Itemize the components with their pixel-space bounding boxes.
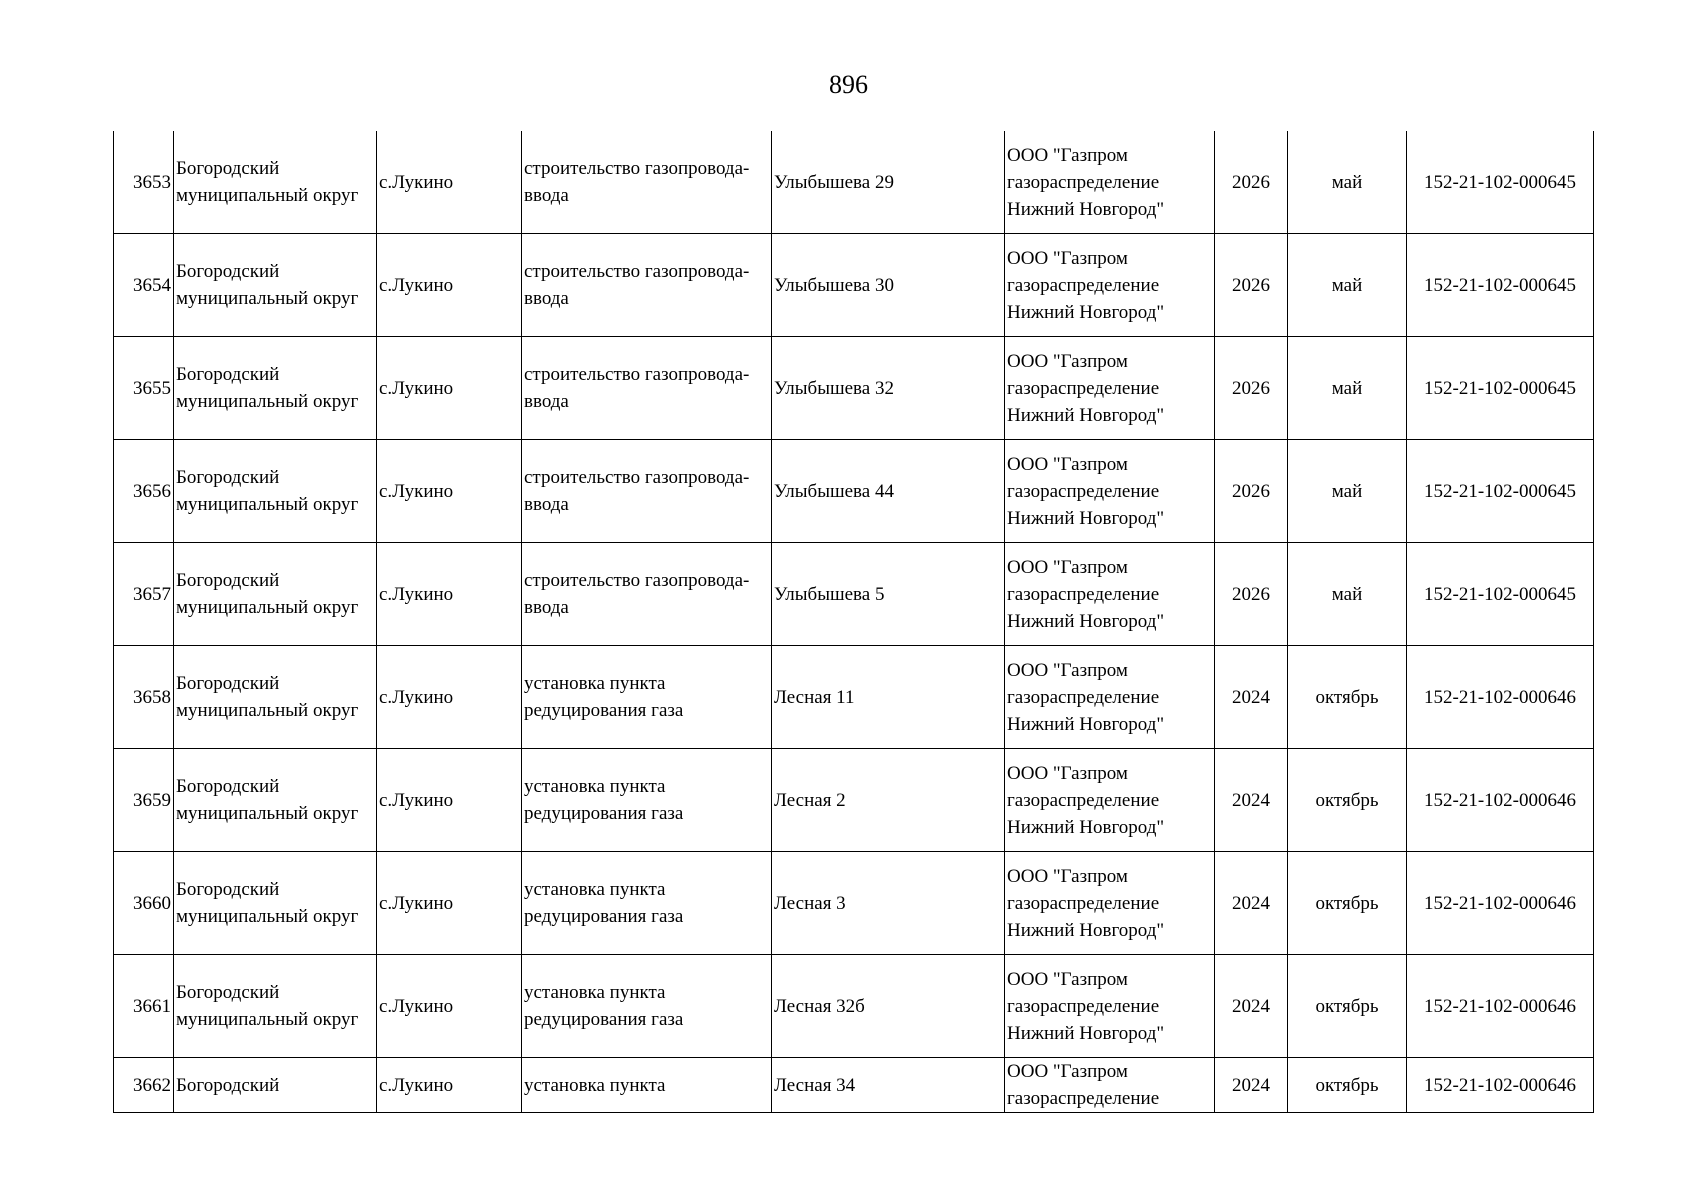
- code-cell: 152-21-102-000645: [1407, 337, 1594, 440]
- page-number: 896: [829, 70, 868, 99]
- code-cell: 152-21-102-000646: [1407, 646, 1594, 749]
- row-number: 3662: [114, 1058, 174, 1113]
- month-cell: октябрь: [1288, 955, 1407, 1058]
- work-type-cell: установка пункта редуцирования газа: [522, 749, 772, 852]
- work-type-cell: установка пункта редуцирования газа: [522, 852, 772, 955]
- year-cell: 2024: [1215, 955, 1288, 1058]
- code-cell: 152-21-102-000646: [1407, 1058, 1594, 1113]
- month-cell: май: [1288, 234, 1407, 337]
- organization-cell: ООО "Газпром газораспределение Нижний Новгород": [1005, 234, 1215, 337]
- locality-cell: с.Лукино: [377, 749, 522, 852]
- locality-cell: с.Лукино: [377, 646, 522, 749]
- address-cell: Лесная 3: [772, 852, 1005, 955]
- work-type-cell: установка пункта: [522, 1058, 772, 1113]
- code-cell: 152-21-102-000645: [1407, 234, 1594, 337]
- address-cell: Улыбышева 29: [772, 131, 1005, 234]
- code-cell: 152-21-102-000645: [1407, 543, 1594, 646]
- address-cell: Лесная 34: [772, 1058, 1005, 1113]
- address-cell: Улыбышева 44: [772, 440, 1005, 543]
- work-type-cell: строительство газопровода-ввода: [522, 440, 772, 543]
- row-number: 3660: [114, 852, 174, 955]
- organization-cell: ООО "Газпром газораспределение Нижний Новгород": [1005, 955, 1215, 1058]
- district-cell: Богородский: [174, 1058, 377, 1113]
- month-cell: октябрь: [1288, 749, 1407, 852]
- locality-cell: с.Лукино: [377, 234, 522, 337]
- year-cell: 2026: [1215, 337, 1288, 440]
- code-cell: 152-21-102-000646: [1407, 749, 1594, 852]
- address-cell: Лесная 32б: [772, 955, 1005, 1058]
- organization-cell: ООО "Газпром газораспределение Нижний Новгород": [1005, 852, 1215, 955]
- year-cell: 2026: [1215, 440, 1288, 543]
- locality-cell: с.Лукино: [377, 131, 522, 234]
- code-cell: 152-21-102-000645: [1407, 440, 1594, 543]
- year-cell: 2026: [1215, 543, 1288, 646]
- locality-cell: с.Лукино: [377, 337, 522, 440]
- row-number: 3661: [114, 955, 174, 1058]
- organization-cell: ООО "Газпром газораспределение Нижний Новгород": [1005, 337, 1215, 440]
- row-number: 3657: [114, 543, 174, 646]
- address-cell: Лесная 2: [772, 749, 1005, 852]
- table-row-partial: [114, 1058, 1594, 1113]
- district-cell: Богородский муниципальный округ: [174, 646, 377, 749]
- work-type-cell: установка пункта редуцирования газа: [522, 955, 772, 1058]
- year-cell: 2026: [1215, 234, 1288, 337]
- row-number: 3654: [114, 234, 174, 337]
- organization-cell: ООО "Газпром газораспределение: [1005, 1058, 1215, 1113]
- code-cell: 152-21-102-000645: [1407, 131, 1594, 234]
- month-cell: октябрь: [1288, 852, 1407, 955]
- locality-cell: с.Лукино: [377, 955, 522, 1058]
- month-cell: октябрь: [1288, 1058, 1407, 1113]
- table-row: [114, 543, 1594, 646]
- work-type-cell: строительство газопровода-ввода: [522, 543, 772, 646]
- work-type-cell: строительство газопровода-ввода: [522, 337, 772, 440]
- district-cell: Богородский муниципальный округ: [174, 440, 377, 543]
- row-number: 3655: [114, 337, 174, 440]
- table-body: [114, 131, 1594, 1113]
- organization-cell: ООО "Газпром газораспределение Нижний Новгород": [1005, 749, 1215, 852]
- locality-cell: с.Лукино: [377, 852, 522, 955]
- locality-cell: с.Лукино: [377, 440, 522, 543]
- table-row: [114, 852, 1594, 955]
- district-cell: Богородский муниципальный округ: [174, 955, 377, 1058]
- row-number: 3653: [114, 131, 174, 234]
- code-cell: 152-21-102-000646: [1407, 852, 1594, 955]
- locality-cell: с.Лукино: [377, 1058, 522, 1113]
- address-cell: Лесная 11: [772, 646, 1005, 749]
- district-cell: Богородский муниципальный округ: [174, 852, 377, 955]
- row-number: 3656: [114, 440, 174, 543]
- table-row: [114, 749, 1594, 852]
- work-type-cell: установка пункта редуцирования газа: [522, 646, 772, 749]
- year-cell: 2024: [1215, 1058, 1288, 1113]
- organization-cell: ООО "Газпром газораспределение Нижний Новгород": [1005, 440, 1215, 543]
- month-cell: май: [1288, 337, 1407, 440]
- district-cell: Богородский муниципальный округ: [174, 749, 377, 852]
- month-cell: октябрь: [1288, 646, 1407, 749]
- year-cell: 2024: [1215, 852, 1288, 955]
- district-cell: Богородский муниципальный округ: [174, 337, 377, 440]
- year-cell: 2026: [1215, 131, 1288, 234]
- year-cell: 2024: [1215, 646, 1288, 749]
- table-row: [114, 646, 1594, 749]
- district-cell: Богородский муниципальный округ: [174, 543, 377, 646]
- work-type-cell: строительство газопровода-ввода: [522, 131, 772, 234]
- month-cell: май: [1288, 131, 1407, 234]
- address-cell: Улыбышева 30: [772, 234, 1005, 337]
- table-row: [114, 337, 1594, 440]
- organization-cell: ООО "Газпром газораспределение Нижний Новгород": [1005, 131, 1215, 234]
- address-cell: Улыбышева 5: [772, 543, 1005, 646]
- address-cell: Улыбышева 32: [772, 337, 1005, 440]
- organization-cell: ООО "Газпром газораспределение Нижний Новгород": [1005, 646, 1215, 749]
- district-cell: Богородский муниципальный округ: [174, 131, 377, 234]
- work-type-cell: строительство газопровода-ввода: [522, 234, 772, 337]
- table-row: [114, 131, 1594, 234]
- organization-cell: ООО "Газпром газораспределение Нижний Новгород": [1005, 543, 1215, 646]
- row-number: 3659: [114, 749, 174, 852]
- table-row: [114, 234, 1594, 337]
- gas-works-table: [113, 131, 1594, 1113]
- year-cell: 2024: [1215, 749, 1288, 852]
- code-cell: 152-21-102-000646: [1407, 955, 1594, 1058]
- row-number: 3658: [114, 646, 174, 749]
- month-cell: май: [1288, 543, 1407, 646]
- table-row: [114, 955, 1594, 1058]
- table-row: [114, 440, 1594, 543]
- month-cell: май: [1288, 440, 1407, 543]
- locality-cell: с.Лукино: [377, 543, 522, 646]
- district-cell: Богородский муниципальный округ: [174, 234, 377, 337]
